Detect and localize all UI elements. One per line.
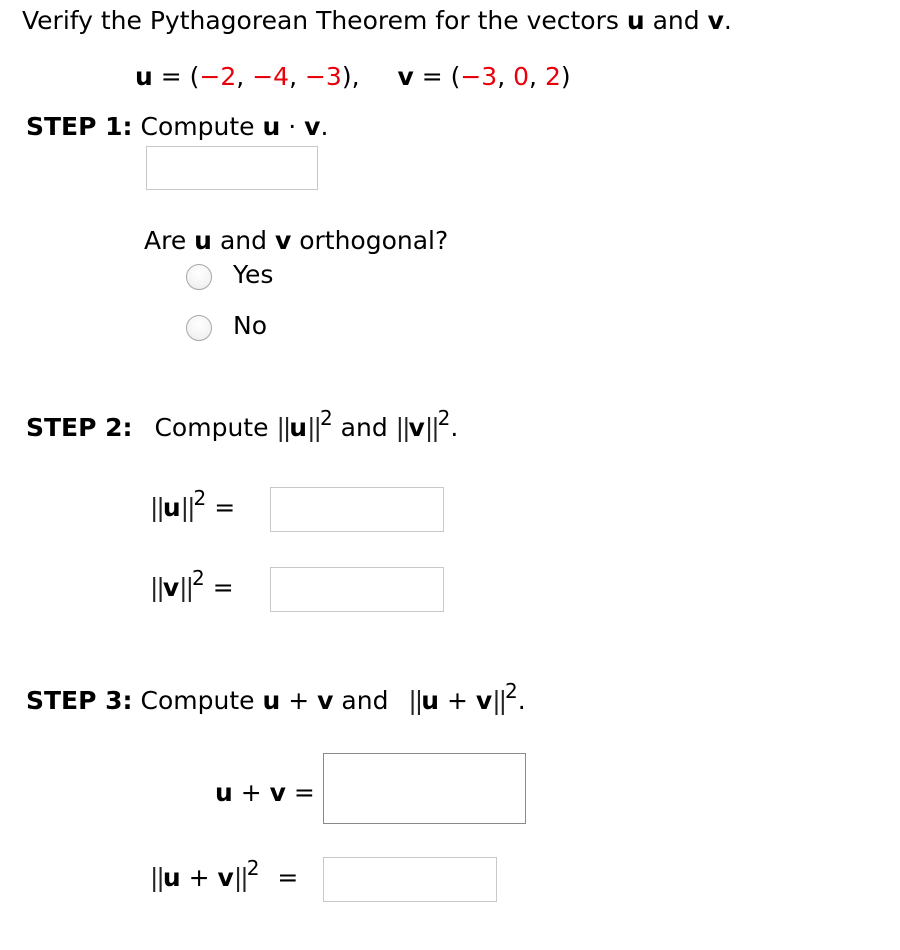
u-component-1: −2 <box>199 62 237 91</box>
u-norm-squared-label: $||u||^2$ = <box>150 486 236 522</box>
radio-no[interactable] <box>186 315 212 341</box>
vector-v-label: v <box>397 62 414 91</box>
v-component-3: 2 <box>544 62 561 91</box>
vector-definitions: u = (−2, −4, −3), v = (−3, 0, 2) <box>135 62 571 91</box>
u-plus-v-label: u + v = <box>215 778 315 807</box>
u-plus-v-input[interactable] <box>323 753 526 824</box>
v-norm-squared-label: $||v||^2$ = <box>150 566 234 602</box>
radio-yes[interactable] <box>186 264 212 290</box>
step1-heading: STEP 1: Compute u · v. <box>26 112 329 141</box>
u-plus-v-norm-input[interactable] <box>323 857 497 902</box>
step2-heading: STEP 2: Compute $||u||^2$ and $||v||^2$. <box>26 406 459 442</box>
vector-u-label: u <box>135 62 153 91</box>
u-norm-squared-input[interactable] <box>270 487 444 532</box>
step3-heading: STEP 3: Compute u + v and $||u + v||^2$. <box>26 679 526 715</box>
radio-yes-label[interactable]: Yes <box>233 260 274 289</box>
u-plus-v-norm-label: $||u + v||^2$ = <box>150 856 299 892</box>
orthogonal-question: Are u and v orthogonal? <box>144 226 449 255</box>
v-component-1: −3 <box>460 62 498 91</box>
problem-statement: Verify the Pythagorean Theorem for the vectors u and v. <box>22 6 732 35</box>
u-component-3: −3 <box>304 62 342 91</box>
radio-no-label[interactable]: No <box>233 311 267 340</box>
v-component-2: 0 <box>513 62 530 91</box>
u-component-2: −4 <box>252 62 290 91</box>
dot-product-input[interactable] <box>146 146 318 190</box>
v-norm-squared-input[interactable] <box>270 567 444 612</box>
